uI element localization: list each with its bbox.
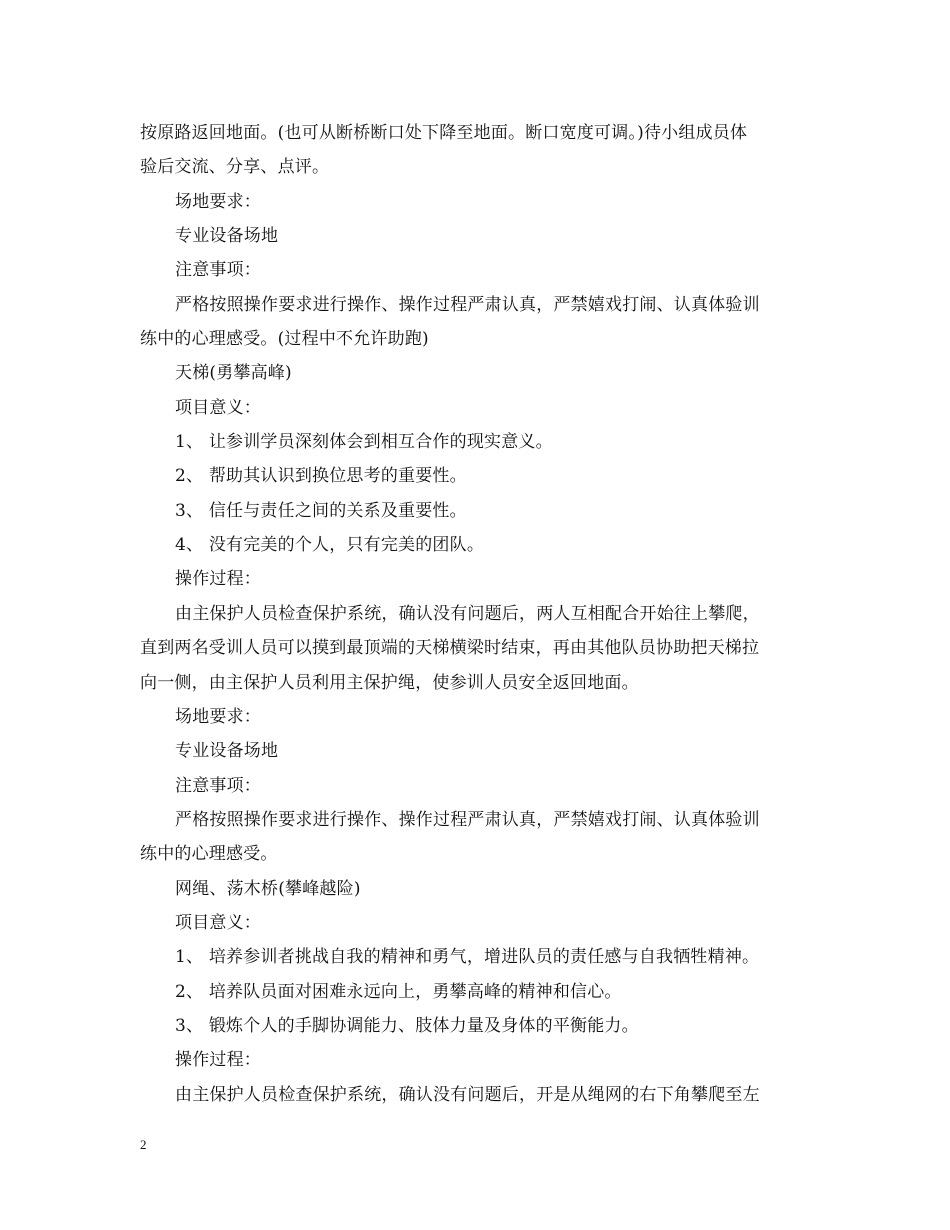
list-item: 1、 培养参训者挑战自我的精神和勇气，增进队员的责任感与自我牺牲精神。 <box>175 947 760 968</box>
paragraph-line: 专业设备场地 <box>175 741 279 762</box>
paragraph-line: 验后交流、分享、点评。 <box>140 157 330 178</box>
list-item: 2、 培养队员面对困难永远向上，勇攀高峰的精神和信心。 <box>175 981 622 1002</box>
list-item: 3、 锻炼个人的手脚协调能力、肢体力量及身体的平衡能力。 <box>175 1015 639 1036</box>
paragraph-line: 向一侧，由主保护人员利用主保护绳，使参训人员安全返回地面。 <box>140 672 639 693</box>
paragraph-line: 严格按照操作要求进行操作、操作过程严肃认真，严禁嬉戏打闹、认真体验训 <box>175 294 760 315</box>
project-title: 天梯(勇攀高峰) <box>175 363 292 384</box>
section-heading: 项目意义： <box>175 397 261 418</box>
list-item: 2、 帮助其认识到换位思考的重要性。 <box>175 466 467 487</box>
section-heading: 场地要求： <box>175 191 261 212</box>
paragraph-line: 练中的心理感受。(过程中不允许助跑) <box>140 329 429 350</box>
paragraph-line: 严格按照操作要求进行操作、操作过程严肃认真，严禁嬉戏打闹、认真体验训 <box>175 809 760 830</box>
paragraph-line: 直到两名受训人员可以摸到最顶端的天梯横梁时结束，再由其他队员协助把天梯拉 <box>140 638 760 659</box>
section-heading: 注意事项： <box>175 260 261 281</box>
project-title: 网绳、荡木桥(攀峰越险) <box>175 878 361 899</box>
section-heading: 注意事项： <box>175 775 261 796</box>
section-heading: 场地要求： <box>175 706 261 727</box>
list-item: 3、 信任与责任之间的关系及重要性。 <box>175 500 467 521</box>
list-item: 4、 没有完美的个人，只有完美的团队。 <box>175 535 485 556</box>
document-body <box>140 116 812 1112</box>
page-number: 2 <box>140 1137 147 1152</box>
paragraph-line: 练中的心理感受。 <box>140 844 278 865</box>
paragraph-line: 由主保护人员检查保护系统，确认没有问题后，两人互相配合开始往上攀爬， <box>175 603 760 624</box>
paragraph-line: 按原路返回地面。(也可从断桥断口处下降至地面。断口宽度可调。)待小组成员体 <box>140 123 748 143</box>
list-item: 1、 让参训学员深刻体会到相互合作的现实意义。 <box>175 432 553 453</box>
paragraph-line: 专业设备场地 <box>175 226 279 247</box>
section-heading: 项目意义： <box>175 912 261 933</box>
section-heading: 操作过程： <box>175 1050 261 1071</box>
paragraph-line: 由主保护人员检查保护系统，确认没有问题后，开是从绳网的右下角攀爬至左 <box>175 1084 760 1105</box>
section-heading: 操作过程： <box>175 569 261 590</box>
